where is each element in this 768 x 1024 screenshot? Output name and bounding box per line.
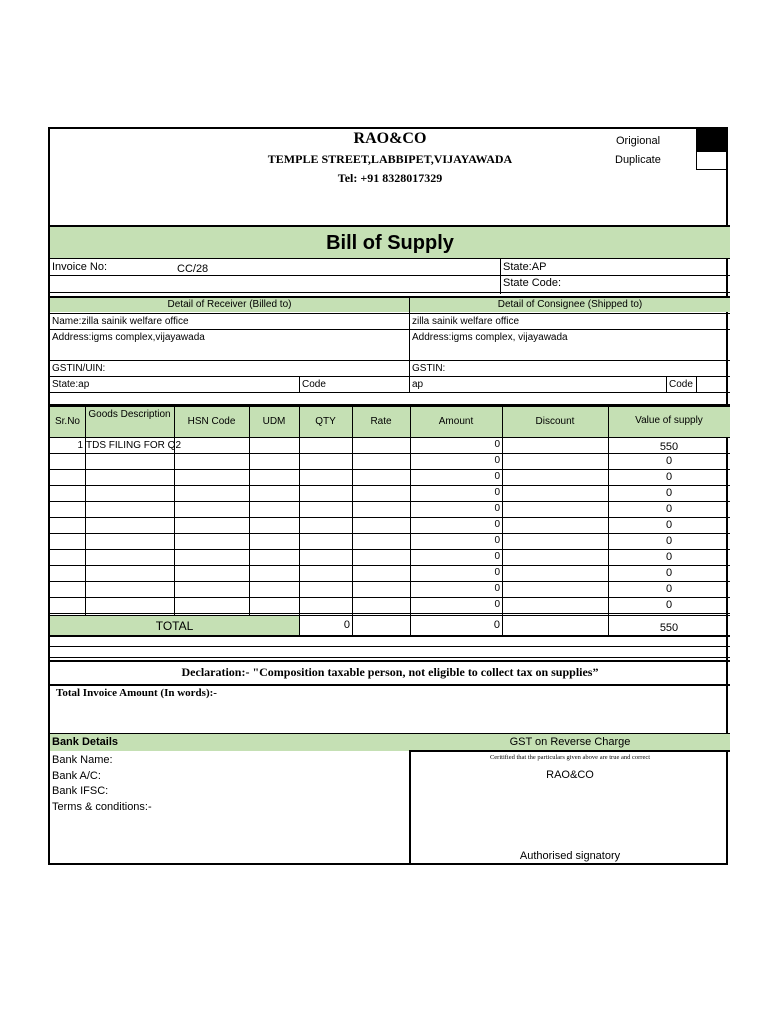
copy-original-label: Origional [616,135,661,147]
consignee-address: Address:igms complex, vijayawada [412,332,568,343]
invoice-state: State:AP [503,261,547,273]
row-value-of-supply: 0 [665,519,673,531]
receiver-address: Address:igms complex,vijayawada [52,332,205,343]
copy-duplicate-label: Duplicate [615,154,661,166]
total-label: TOTAL [155,619,194,633]
duplicate-checkbox[interactable] [696,152,728,170]
bank-name-label: Bank Name: [52,754,113,766]
col-hsn: HSN Code [187,416,236,427]
col-value: Value of supply [635,415,703,426]
page-title: Bill of Supply [326,232,454,254]
row-amount: 0 [494,455,500,466]
certified-text: Ceritified that the particulars given above are true and correct [489,754,651,761]
row-value-of-supply: 550 [659,441,679,453]
receiver-gstin: GSTIN/UIN: [52,363,106,374]
row-amount: 0 [494,551,500,562]
company-name: RAO&CO [353,130,427,147]
row-value-of-supply: 0 [665,583,673,595]
invoice-state-code: State Code: [503,277,562,289]
declaration: Declaration:- "Composition taxable person, not eligible to collect tax on supplies” [181,665,599,679]
amount-in-words-label: Total Invoice Amount (In words):- [56,687,217,699]
row-value-of-supply: 0 [665,487,673,499]
row-amount: 0 [494,535,500,546]
row-amount: 0 [494,471,500,482]
row-value-of-supply: 0 [665,471,673,483]
bank-ac-label: Bank A/C: [52,770,101,782]
col-srno: Sr.No [54,416,80,427]
bank-ifsc-label: Bank IFSC: [52,785,109,797]
original-checkbox[interactable] [696,129,728,152]
row-amount: 0 [494,583,500,594]
consignee-name: zilla sainik welfare office [412,316,520,327]
receiver-state: State:ap [52,379,90,390]
total-value: 550 [659,622,679,634]
row-value-of-supply: 0 [665,599,673,611]
consignee-state: ap [412,379,424,390]
col-discount: Discount [535,416,575,427]
row-amount: 0 [494,487,500,498]
invoice-no-label: Invoice No: [52,261,108,273]
signatory-company: RAO&CO [546,769,594,781]
row-value-of-supply: 0 [665,503,673,515]
consignee-gstin: GSTIN: [412,363,446,374]
row-amount: 0 [494,503,500,514]
col-udm: UDM [262,416,286,427]
receiver-name: Name:zilla sainik welfare office [52,316,189,327]
row-value-of-supply: 0 [665,455,673,467]
row-value-of-supply: 0 [665,551,673,563]
authorised-signatory: Authorised signatory [519,850,621,862]
company-tel: Tel: +91 8328017329 [337,171,443,185]
terms-label: Terms & conditions:- [52,801,152,813]
total-amount: 0 [493,619,500,631]
invoice-no-value: CC/28 [177,263,209,275]
bank-details-header: Bank Details [52,736,119,748]
row-srno: 1 [77,440,83,451]
gst-reverse-charge: GST on Reverse Charge [509,736,631,748]
company-address: TEMPLE STREET,LABBIPET,VIJAYAWADA [267,152,513,166]
row-value-of-supply: 0 [665,567,673,579]
col-qty: QTY [315,416,336,427]
consignee-header: Detail of Consignee (Shipped to) [497,299,643,310]
row-amount: 0 [494,567,500,578]
receiver-code-label: Code [302,379,326,390]
col-goods: Goods Description [88,409,171,420]
row-value-of-supply: 0 [665,535,673,547]
row-description: TDS FILING FOR Q2 [86,440,182,451]
invoice-sheet [48,127,728,865]
row-amount: 0 [494,439,500,450]
receiver-header: Detail of Receiver (Billed to) [167,299,292,310]
col-amount: Amount [438,416,474,427]
col-rate: Rate [370,416,392,427]
row-amount: 0 [494,519,500,530]
total-qty: 0 [343,619,350,631]
consignee-code-label: Code [669,379,693,390]
row-amount: 0 [494,599,500,610]
